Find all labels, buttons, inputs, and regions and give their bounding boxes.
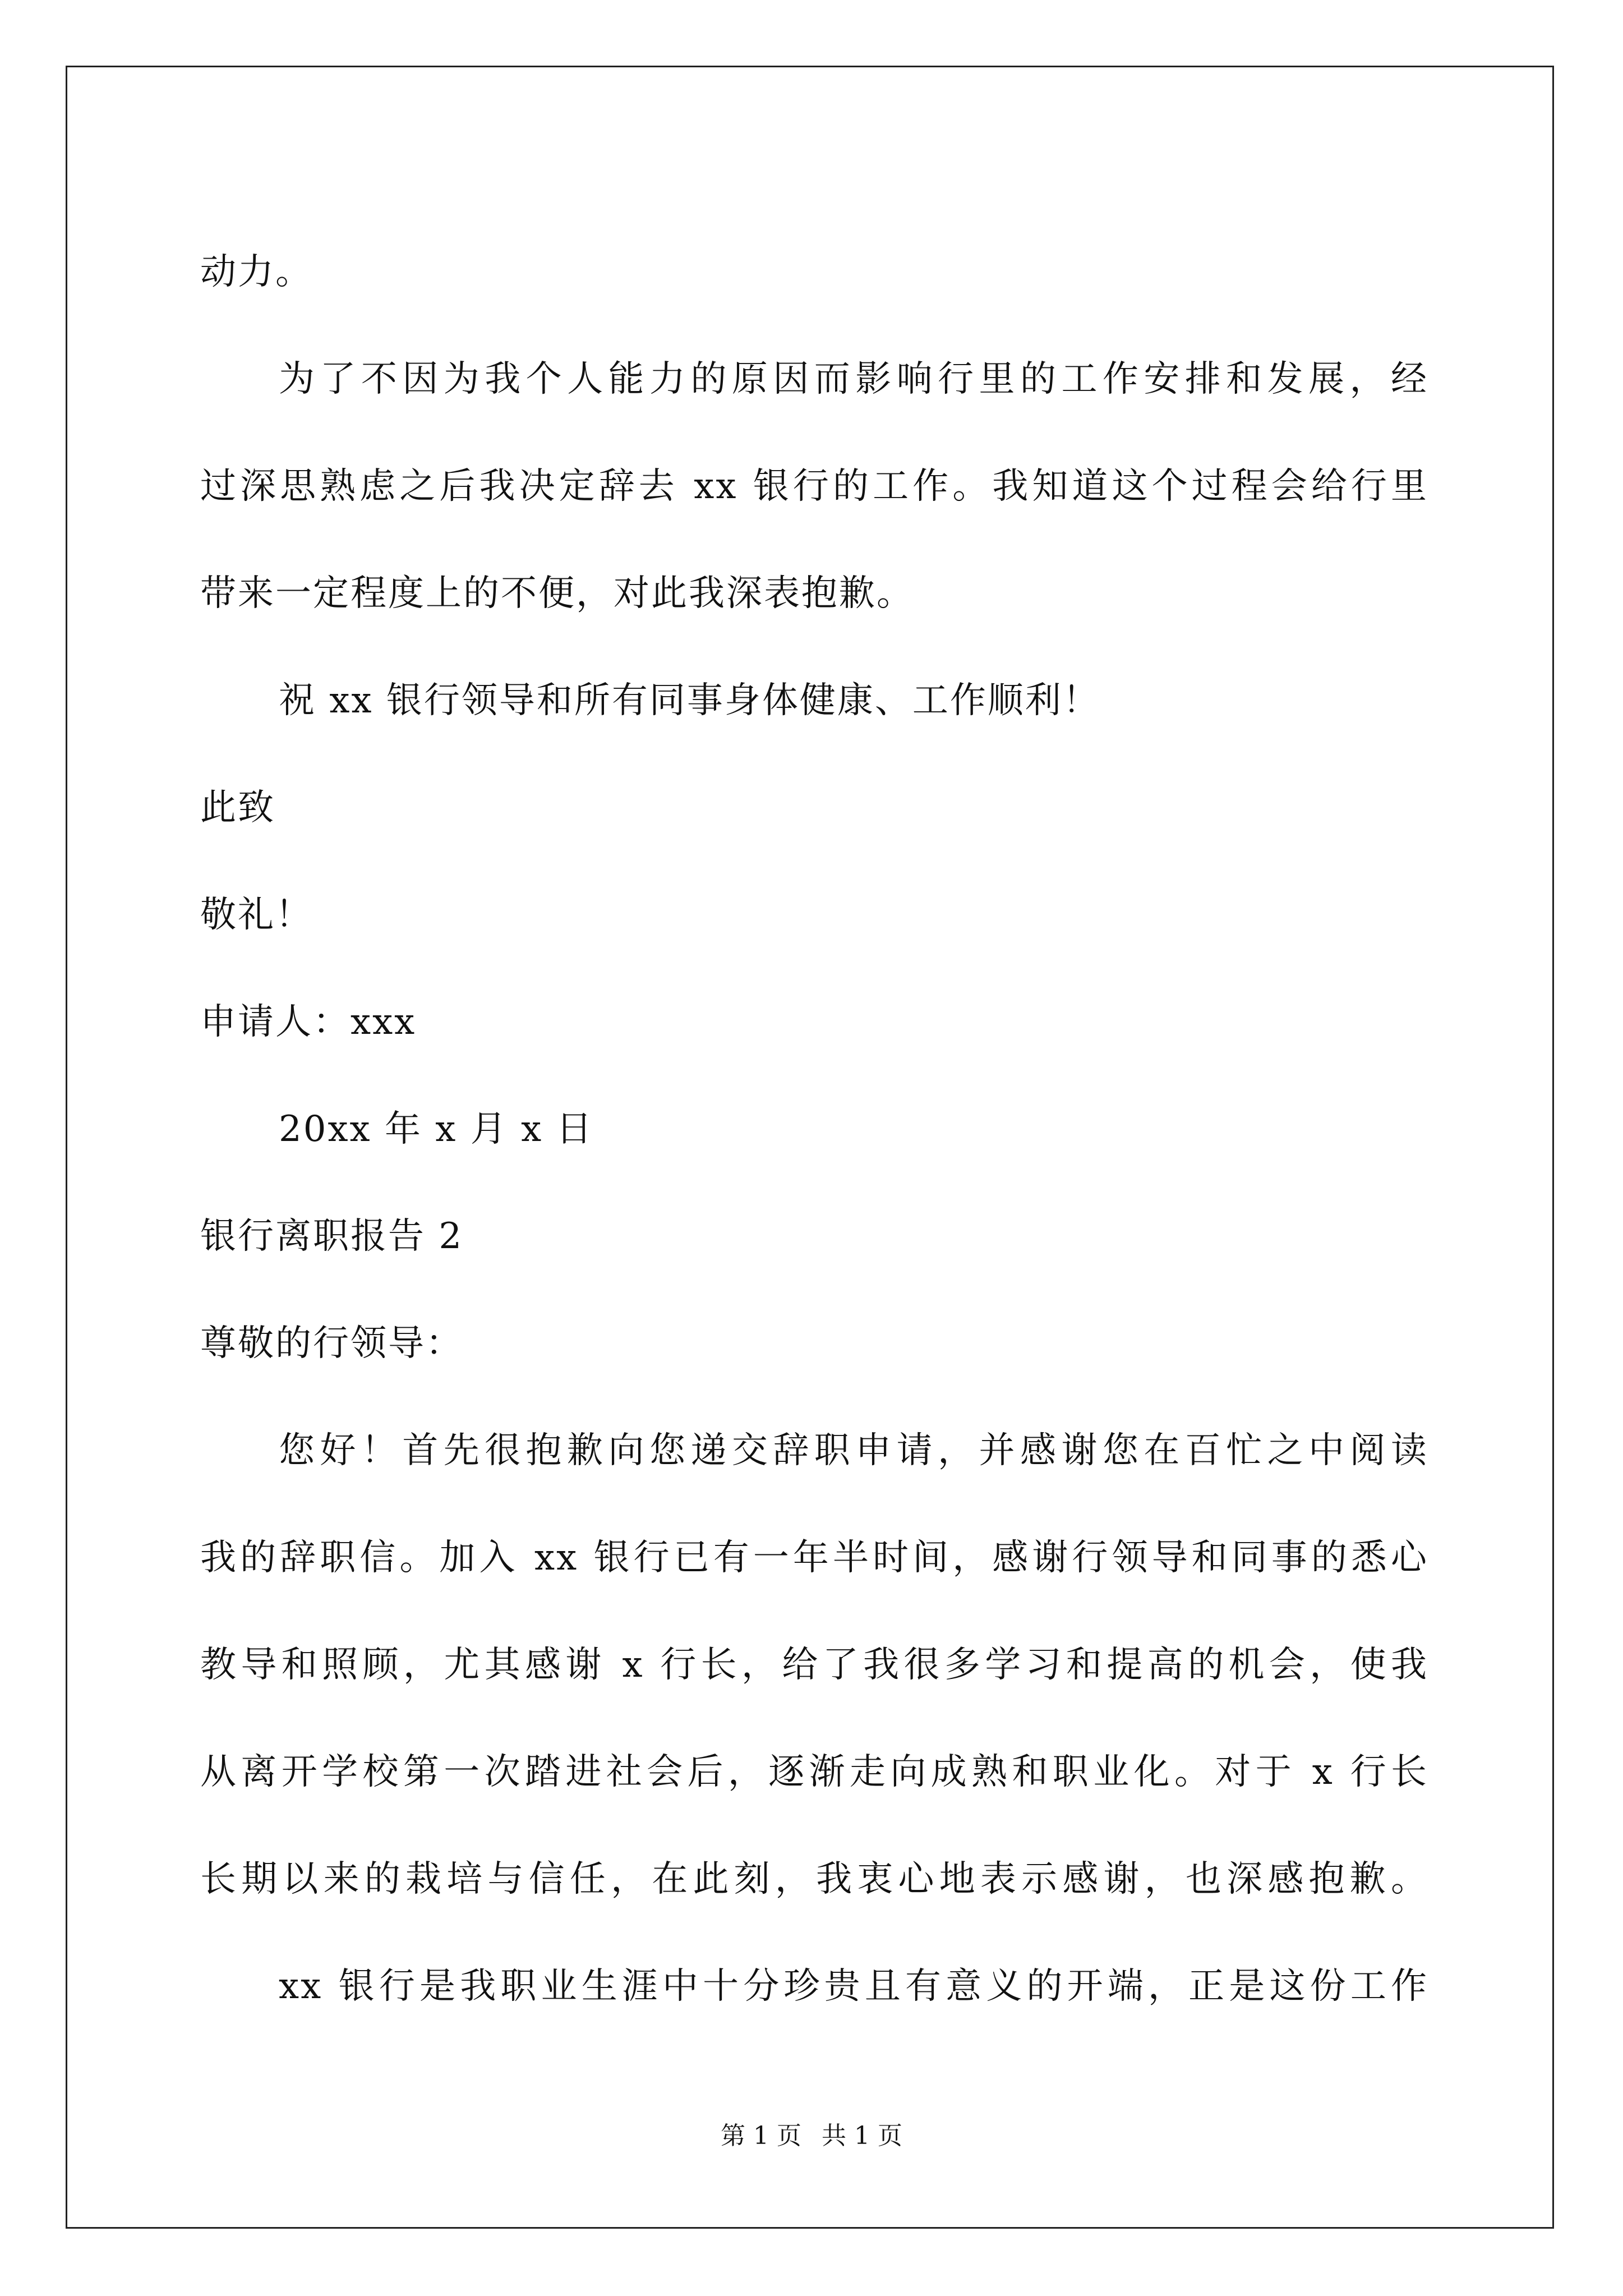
text-line: 祝 xx 银行领导和所有同事身体健康、工作顺利！	[279, 680, 1100, 721]
date-line: 20xx 年 x 月 x 日	[279, 1108, 594, 1150]
text-line: 长期以来的栽培与信任，在此刻，我衷心地表示感谢，也深感抱歉。	[200, 1858, 1428, 1900]
page-number: 第 1 页	[721, 2122, 801, 2150]
closing-salutation: 此致	[200, 787, 275, 829]
text-line: xx 银行是我职业生涯中十分珍贵且有意义的开端，正是这份工作	[279, 1966, 1428, 2007]
closing-regards: 敬礼！	[200, 894, 313, 936]
text-line: 从离开学校第一次踏进社会后，逐渐走向成熟和职业化。对于 x 行长	[200, 1751, 1428, 1793]
page-total: 共 1 页	[822, 2122, 902, 2150]
text-line: 教导和照顾，尤其感谢 x 行长，给了我很多学习和提高的机会，使我	[200, 1644, 1428, 1686]
section-title: 银行离职报告 2	[200, 1216, 464, 1257]
text-line: 过深思熟虑之后我决定辞去 xx 银行的工作。我知道这个过程会给行里	[200, 466, 1428, 507]
text-line: 我的辞职信。加入 xx 银行已有一年半时间，感谢行领导和同事的悉心	[200, 1537, 1428, 1579]
page-footer	[0, 2119, 1623, 2153]
text-line: 动力。	[200, 251, 313, 293]
text-line: 为了不因为我个人能力的原因而影响行里的工作安排和发展，经	[279, 358, 1428, 400]
text-line: 带来一定程度上的不便，对此我深表抱歉。	[200, 573, 914, 614]
applicant-line: 申请人：xxx	[200, 1001, 417, 1043]
text-line: 您好！首先很抱歉向您递交辞职申请，并感谢您在百忙之中阅读	[279, 1430, 1428, 1471]
document-body	[200, 219, 1428, 2040]
greeting-line: 尊敬的行领导：	[200, 1323, 463, 1364]
